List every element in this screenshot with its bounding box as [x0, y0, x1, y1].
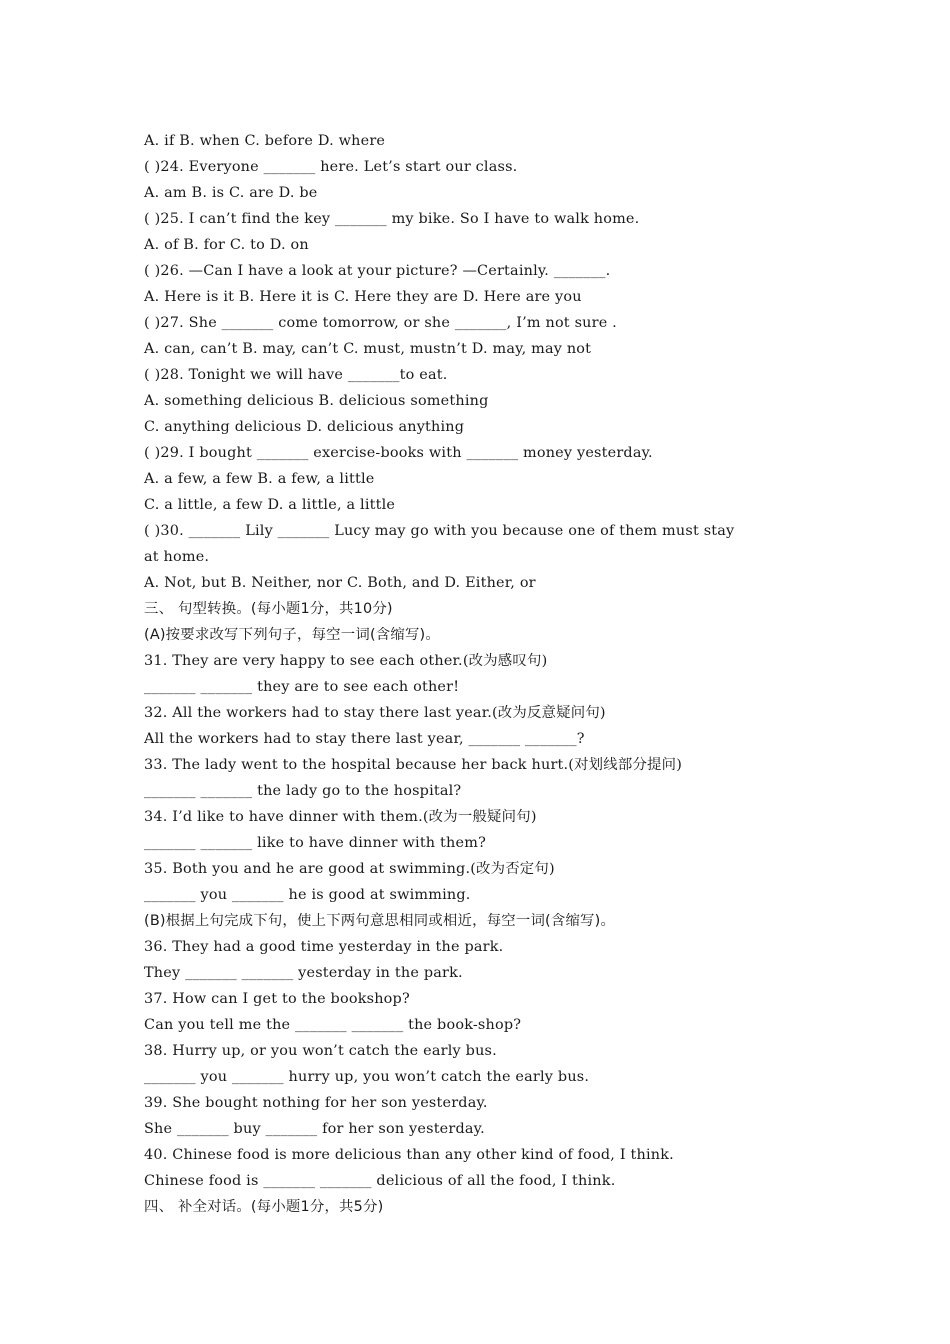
q38-answer: _______ you _______ hurry up, you won’t catch the early bus. — [144, 1069, 590, 1085]
section-3-heading: 三、 句型转换。(每小题1分，共10分) — [144, 601, 393, 617]
section-3b-instructions: (B)根据上句完成下句，使上下两句意思相同或相近，每空一词(含缩写)。 — [144, 913, 616, 929]
q37-question: 37. How can I get to the bookshop? — [144, 991, 410, 1007]
q29-options-ab: A. a few, a few B. a few, a little — [144, 471, 375, 487]
q24-options: A. am B. is C. are D. be — [144, 185, 318, 201]
q35-question: 35. Both you and he are good at swimming.(改为否定句) — [144, 861, 555, 877]
q35-answer: _______ you _______ he is good at swimming. — [144, 887, 471, 903]
q28-question: ( )28. Tonight we will have _______to eat. — [144, 367, 448, 383]
q25-question: ( )25. I can’t find the key _______ my bike. So I have to walk home. — [144, 211, 640, 227]
q32-question: 32. All the workers had to stay there last year.(改为反意疑问句) — [144, 705, 606, 721]
q36-answer: They _______ _______ yesterday in the park. — [144, 965, 463, 981]
q30-options: A. Not, but B. Neither, nor C. Both, and D. Either, or — [144, 575, 536, 591]
section-3a-instructions: (A)按要求改写下列句子，每空一词(含缩写)。 — [144, 627, 440, 643]
q29-question: ( )29. I bought _______ exercise-books with _______ money yesterday. — [144, 445, 653, 461]
q27-options: A. can, can’t B. may, can’t C. must, mustn’t D. may, may not — [144, 341, 592, 357]
q24-question: ( )24. Everyone _______ here. Let’s start our class. — [144, 159, 518, 175]
q39-question: 39. She bought nothing for her son yesterday. — [144, 1095, 488, 1111]
q36-question: 36. They had a good time yesterday in the park. — [144, 939, 504, 955]
q39-answer: She _______ buy _______ for her son yesterday. — [144, 1121, 485, 1137]
q33-question: 33. The lady went to the hospital because her back hurt.(对划线部分提问) — [144, 757, 683, 773]
q34-answer: _______ _______ like to have dinner with them? — [144, 835, 486, 851]
q25-options: A. of B. for C. to D. on — [144, 237, 309, 253]
q38-question: 38. Hurry up, or you won’t catch the early bus. — [144, 1043, 497, 1059]
exam-content — [144, 128, 814, 1220]
q26-question: ( )26. —Can I have a look at your picture? —Certainly. _______. — [144, 263, 611, 279]
q31-question: 31. They are very happy to see each other.(改为感叹句) — [144, 653, 548, 669]
q26-options: A. Here is it B. Here it is C. Here they are D. Here are you — [144, 289, 582, 305]
q32-answer: All the workers had to stay there last year, _______ _______? — [144, 731, 585, 747]
q30-question: ( )30. _______ Lily _______ Lucy may go with you because one of them must stay — [144, 523, 735, 539]
q28-options-ab: A. something delicious B. delicious something — [144, 393, 489, 409]
q34-question: 34. I’d like to have dinner with them.(改为一般疑问句) — [144, 809, 537, 825]
q40-question: 40. Chinese food is more delicious than any other kind of food, I think. — [144, 1147, 674, 1163]
q23-options: A. if B. when C. before D. where — [144, 133, 386, 149]
q30-question-cont: at home. — [144, 549, 210, 565]
q40-answer: Chinese food is _______ _______ delicious of all the food, I think. — [144, 1173, 616, 1189]
q37-answer: Can you tell me the _______ _______ the book-shop? — [144, 1017, 522, 1033]
section-4-heading: 四、 补全对话。(每小题1分，共5分) — [144, 1199, 384, 1215]
q29-options-cd: C. a little, a few D. a little, a little — [144, 497, 396, 513]
q31-answer: _______ _______ they are to see each other! — [144, 679, 460, 695]
q28-options-cd: C. anything delicious D. delicious anything — [144, 419, 465, 435]
q27-question: ( )27. She _______ come tomorrow, or she _______, I’m not sure . — [144, 315, 617, 331]
q33-answer: _______ _______ the lady go to the hospital? — [144, 783, 462, 799]
